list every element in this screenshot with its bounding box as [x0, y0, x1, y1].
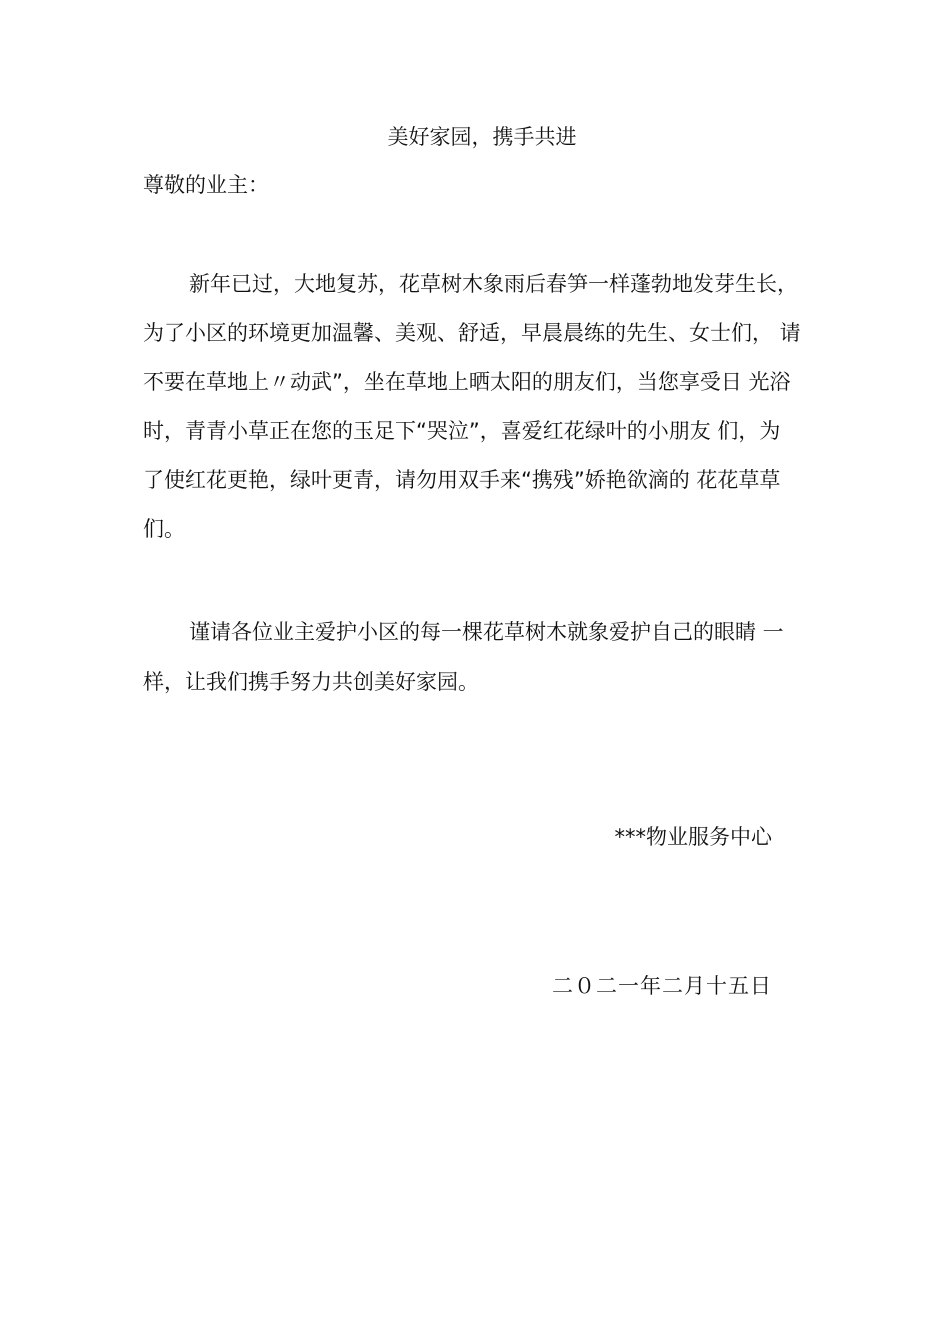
salutation: 尊敬的业主： [143, 173, 269, 197]
line-text: 们。 [143, 517, 185, 541]
paragraph-1-line-6 [143, 514, 819, 544]
line-text: 新年已过，大地复苏，花草树木象雨后春笋一样蓬勃地发芽生长， [189, 272, 798, 296]
paragraph-2-line-2 [143, 667, 819, 697]
paragraph-1-line-5 [143, 465, 819, 495]
signature: ***物业服务中心 [614, 825, 772, 849]
line-text: 样，让我们携手努力共创美好家园。 [143, 670, 479, 694]
line-text: 时，青青小草正在您的玉足下“哭泣”，喜爱红花绿叶的小朋友 们，为 [143, 419, 781, 443]
document-date: 二０二一年二月十五日 [552, 974, 772, 998]
line-text: 为了小区的环境更加温馨、美观、舒适，早晨晨练的先生、女士们， 请 [143, 321, 801, 345]
paragraph-1-line-1 [189, 269, 819, 299]
paragraph-1-line-4 [143, 416, 819, 446]
line-text: 谨请各位业主爱护小区的每一棵花草树木就象爱护自己的眼睛 一 [189, 620, 784, 644]
paragraph-1-line-2 [143, 318, 819, 348]
paragraph-1-line-3 [143, 367, 819, 397]
document-title: 美好家园，携手共进 [387, 125, 577, 149]
line-text: 了使红花更艳，绿叶更青，请勿用双手来“携残”娇艳欲滴的 花花草草 [143, 468, 781, 492]
paragraph-2-line-1 [189, 617, 819, 647]
line-text: 不要在草地上〃动武”，坐在草地上晒太阳的朋友们，当您享受日 光浴 [143, 370, 791, 394]
